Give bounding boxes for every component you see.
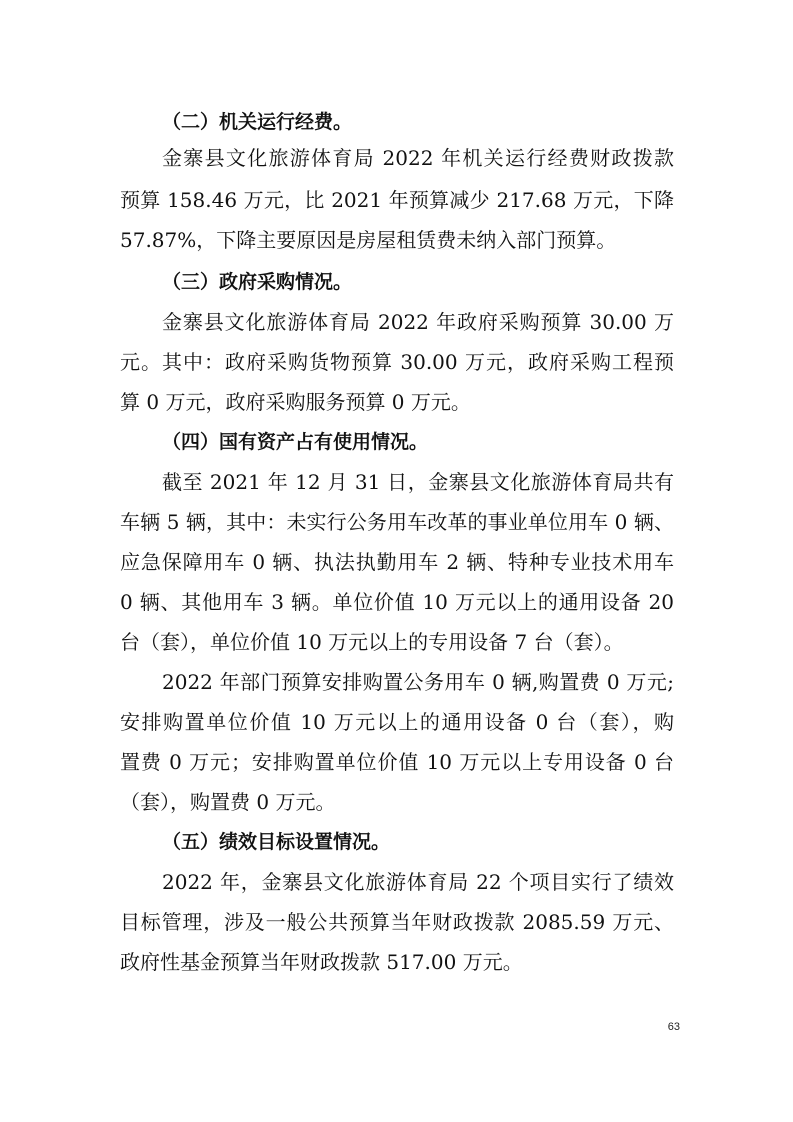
paragraph-line: 算 0 万元，政府采购服务预算 0 万元。 <box>120 390 471 414</box>
paragraph-line: 车辆 5 辆，其中：未实行公务用车改革的事业单位用车 0 辆、 <box>120 510 674 534</box>
paragraph-line: 台（套），单位价值 10 万元以上的专用设备 7 台（套）。 <box>120 630 624 654</box>
paragraph-line: 政府性基金预算当年财政拨款 517.00 万元。 <box>120 950 523 974</box>
paragraph-line: 2022 年，金寨县文化旅游体育局 22 个项目实行了绩效 <box>162 870 674 894</box>
paragraph-line: 安排购置单位价值 10 万元以上的通用设备 0 台（套），购 <box>120 710 674 734</box>
paragraph-line: 目标管理，涉及一般公共预算当年财政拨款 2085.59 万元、 <box>120 910 674 934</box>
paragraph-line: 2022 年部门预算安排购置公务用车 0 辆,购置费 0 万元; <box>162 670 674 694</box>
paragraph-line: 金寨县文化旅游体育局 2022 年机关运行经费财政拨款 <box>162 146 674 170</box>
paragraph-line: 元。其中：政府采购货物预算 30.00 万元，政府采购工程预 <box>120 350 674 374</box>
paragraph-line: 预算 158.46 万元，比 2021 年预算减少 217.68 万元，下降 <box>120 188 674 212</box>
section3-heading: （三）政府采购情况。 <box>162 271 353 293</box>
paragraph-line: 截至 2021 年 12 月 31 日，金寨县文化旅游体育局共有 <box>162 470 674 494</box>
paragraph-line: （套），购置费 0 万元。 <box>120 790 336 814</box>
paragraph-line: 57.87%，下降主要原因是房屋租赁费未纳入部门预算。 <box>120 228 617 252</box>
paragraph-line: 金寨县文化旅游体育局 2022 年政府采购预算 30.00 万 <box>162 310 674 334</box>
paragraph-line: 置费 0 万元；安排购置单位价值 10 万元以上专用设备 0 台 <box>120 750 674 774</box>
section5-heading: （五）绩效目标设置情况。 <box>162 831 391 853</box>
section2-heading: （二）机关运行经费。 <box>162 111 353 133</box>
paragraph-line: 应急保障用车 0 辆、执法执勤用车 2 辆、特种专业技术用车 <box>120 550 674 574</box>
paragraph-line: 0 辆、其他用车 3 辆。单位价值 10 万元以上的通用设备 20 <box>120 590 674 614</box>
page-number: 63 <box>667 1021 680 1033</box>
section4-heading: （四）国有资产占有使用情况。 <box>162 431 429 453</box>
